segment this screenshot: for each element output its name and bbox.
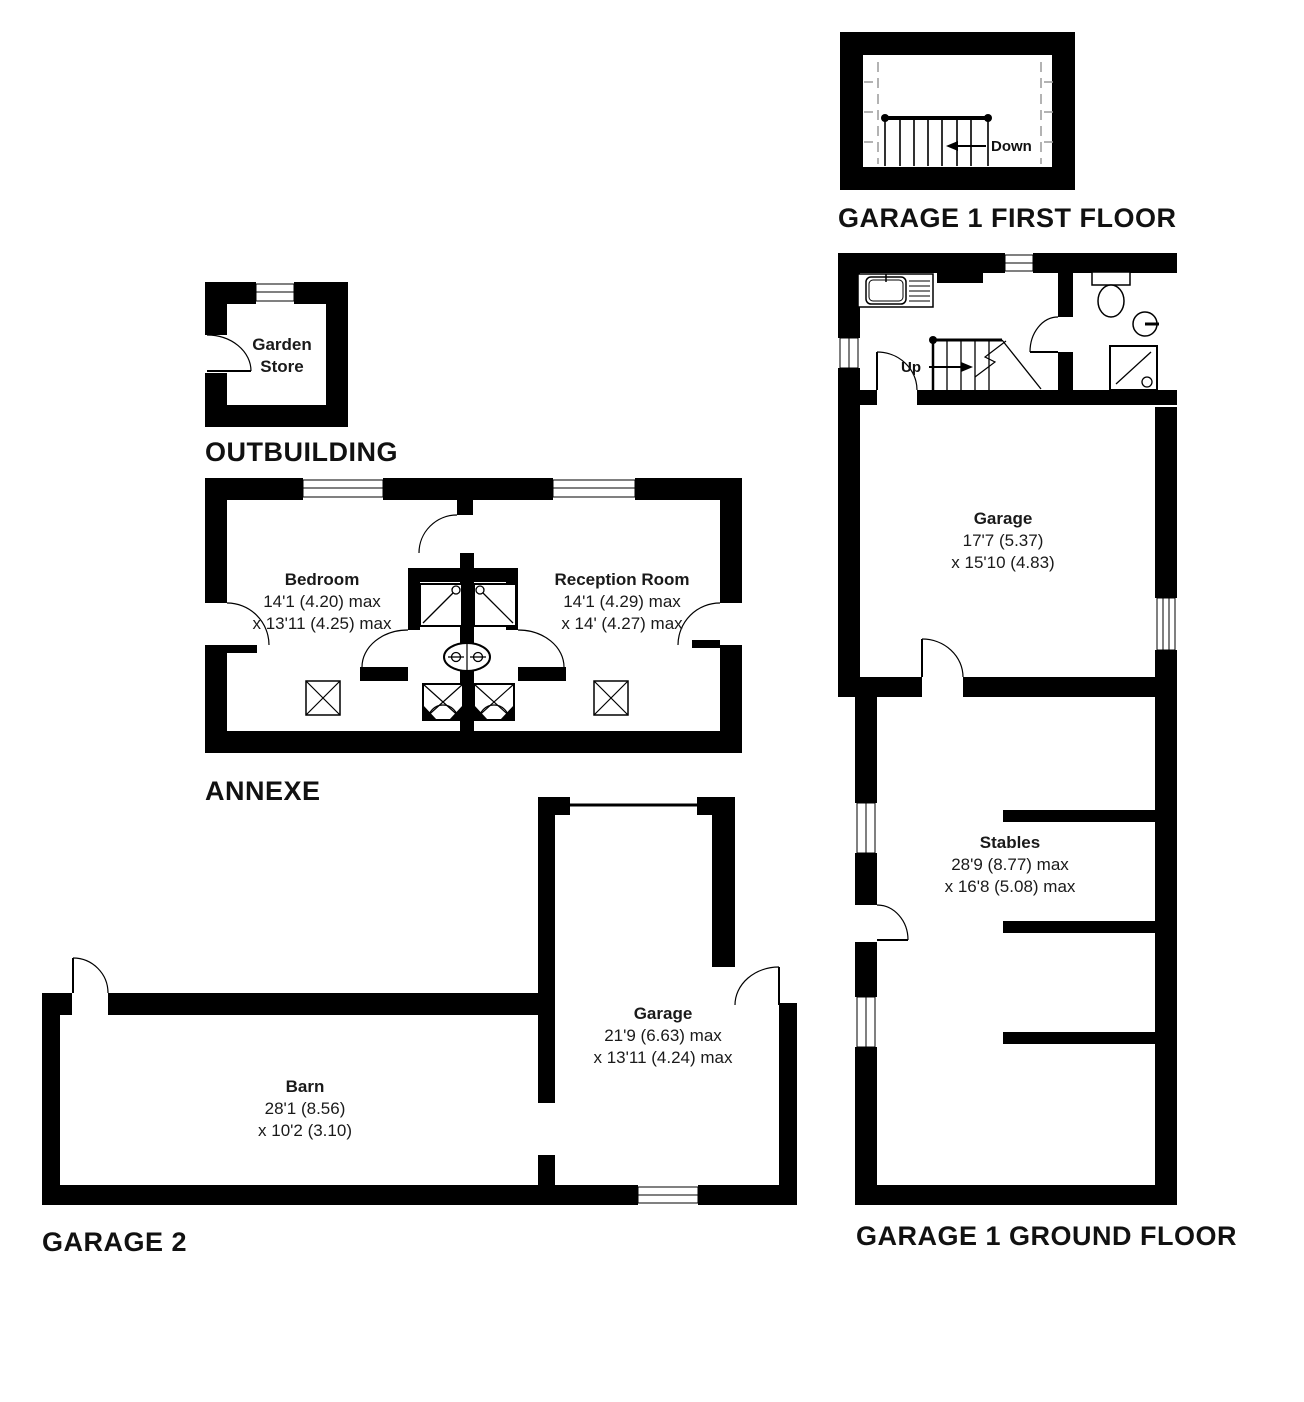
wall-segment bbox=[1033, 253, 1177, 273]
wall-segment bbox=[205, 405, 348, 427]
stables-label bbox=[900, 832, 1120, 898]
shower-icon bbox=[1110, 346, 1157, 390]
stall-divider-wall bbox=[1003, 810, 1155, 822]
wall-segment bbox=[1155, 650, 1177, 677]
wall-segment bbox=[42, 1185, 638, 1205]
room-dim: 14'1 (4.20) max bbox=[263, 592, 381, 611]
wall-segment bbox=[855, 1185, 1177, 1205]
garage1-garage-label bbox=[893, 508, 1113, 574]
door-arc bbox=[1030, 317, 1058, 352]
basin-icon bbox=[1133, 312, 1159, 336]
wall-stub bbox=[518, 667, 566, 681]
room-name: Garage bbox=[973, 509, 1033, 528]
room-dim: 28'9 (8.77) max bbox=[951, 855, 1069, 874]
room-name: Bedroom bbox=[284, 570, 360, 589]
door-arc bbox=[362, 630, 408, 667]
wall-segment bbox=[840, 167, 1075, 190]
room-dim: 21'9 (6.63) max bbox=[604, 1026, 722, 1045]
wall-segment bbox=[538, 1155, 555, 1187]
toilet-icon bbox=[1092, 272, 1130, 317]
garage1-first-floor-plan bbox=[840, 32, 1075, 190]
room-dim: x 13'11 (4.25) max bbox=[252, 614, 392, 633]
kitchen-sink-icon bbox=[858, 274, 933, 307]
staircase-down bbox=[881, 114, 992, 166]
wall-stub bbox=[937, 270, 983, 283]
arrow-head-icon bbox=[946, 141, 958, 151]
wall-segment bbox=[383, 478, 553, 500]
wall-segment bbox=[720, 645, 742, 753]
wall-segment bbox=[840, 32, 1075, 55]
wall-segment bbox=[712, 815, 735, 967]
wall-segment bbox=[917, 390, 1177, 405]
headroom-ticks bbox=[864, 82, 1053, 142]
shower-icon bbox=[474, 584, 516, 626]
room-name: Garage bbox=[633, 1004, 693, 1023]
wall-segment bbox=[205, 282, 227, 335]
room-name: Barn bbox=[285, 1077, 325, 1096]
wall-stub bbox=[692, 640, 720, 648]
wall-segment bbox=[205, 731, 742, 753]
wall-segment bbox=[963, 677, 1177, 697]
wall-segment bbox=[838, 677, 922, 697]
room-dim: x 15'10 (4.83) bbox=[951, 553, 1055, 572]
arrow-head-icon bbox=[961, 362, 973, 372]
garage1-ground-floor-plan bbox=[838, 253, 1177, 1205]
garage1-first-floor-title: GARAGE 1 FIRST FLOOR bbox=[838, 203, 1177, 233]
room-dim: 28'1 (8.56) bbox=[264, 1099, 346, 1118]
wall-segment bbox=[1058, 270, 1073, 317]
door-arc bbox=[922, 639, 963, 677]
wall-segment bbox=[1155, 697, 1177, 1187]
room-dim: 14'1 (4.29) max bbox=[563, 592, 681, 611]
wall-segment bbox=[1052, 32, 1075, 190]
stall-divider-wall bbox=[1003, 1032, 1155, 1044]
wall-segment bbox=[855, 1047, 877, 1187]
annexe-title: ANNEXE bbox=[205, 776, 321, 806]
room-dim: x 14' (4.27) max bbox=[561, 614, 683, 633]
stair-treads bbox=[885, 118, 988, 166]
wall-segment bbox=[538, 797, 570, 815]
room-dim: 17'7 (5.37) bbox=[962, 531, 1044, 550]
garage2-title: GARAGE 2 bbox=[42, 1227, 188, 1257]
window bbox=[1157, 598, 1175, 650]
garage2-plan bbox=[42, 797, 797, 1205]
door-arc bbox=[419, 515, 457, 553]
room-name-line2: Store bbox=[260, 357, 304, 376]
wall-segment bbox=[205, 645, 227, 753]
door-arc bbox=[73, 958, 108, 993]
wall-segment bbox=[42, 993, 60, 1205]
wall-segment bbox=[108, 993, 538, 1015]
stair-down-label: Down bbox=[991, 138, 1032, 155]
wall-segment bbox=[460, 553, 474, 570]
reception-room-label bbox=[512, 569, 732, 635]
wall-segment bbox=[838, 390, 877, 405]
garden-store-label bbox=[222, 334, 342, 378]
room-name-line1: Garden bbox=[252, 335, 312, 354]
room-dim: x 13'11 (4.24) max bbox=[593, 1048, 733, 1067]
room-name: Stables bbox=[979, 833, 1041, 852]
room-dim: x 16'8 (5.08) max bbox=[944, 877, 1076, 896]
staircase-up bbox=[929, 336, 1041, 390]
toilet-icon bbox=[423, 684, 463, 720]
toilet-icon bbox=[474, 684, 514, 720]
wall-segment bbox=[855, 853, 877, 905]
room-name: Reception Room bbox=[554, 570, 690, 589]
wall-segment bbox=[838, 253, 860, 338]
wall-segment bbox=[457, 500, 473, 515]
bedroom-label bbox=[212, 569, 432, 635]
door-arc bbox=[518, 630, 564, 667]
wall-segment bbox=[855, 682, 877, 803]
door-arc bbox=[877, 905, 908, 940]
garage1-ground-floor-title: GARAGE 1 GROUND FLOOR bbox=[856, 1221, 1238, 1251]
garage2-garage-label bbox=[553, 1003, 773, 1069]
barn-label bbox=[195, 1076, 415, 1142]
stair-winder bbox=[1002, 340, 1041, 389]
wall-segment bbox=[1155, 407, 1177, 598]
stall-divider-wall bbox=[1003, 921, 1155, 933]
stair-break-line bbox=[975, 341, 1006, 377]
rooflight-icon bbox=[594, 681, 628, 715]
wall-segment bbox=[697, 797, 735, 815]
wall-segment bbox=[1058, 352, 1073, 390]
wall-stub bbox=[227, 645, 257, 653]
outbuilding-title: OUTBUILDING bbox=[205, 437, 398, 467]
stair-up-label: Up bbox=[901, 359, 921, 376]
wall-segment bbox=[855, 942, 877, 997]
room-dim: x 10'2 (3.10) bbox=[258, 1121, 352, 1140]
wall-stub bbox=[360, 667, 408, 681]
wall-segment bbox=[779, 1003, 797, 1185]
wall-segment bbox=[840, 32, 863, 190]
wall-segment bbox=[838, 407, 860, 677]
double-basin-icon bbox=[444, 643, 490, 671]
door-arc bbox=[735, 967, 779, 1005]
wall-segment bbox=[698, 1185, 797, 1205]
rooflight-icon bbox=[306, 681, 340, 715]
